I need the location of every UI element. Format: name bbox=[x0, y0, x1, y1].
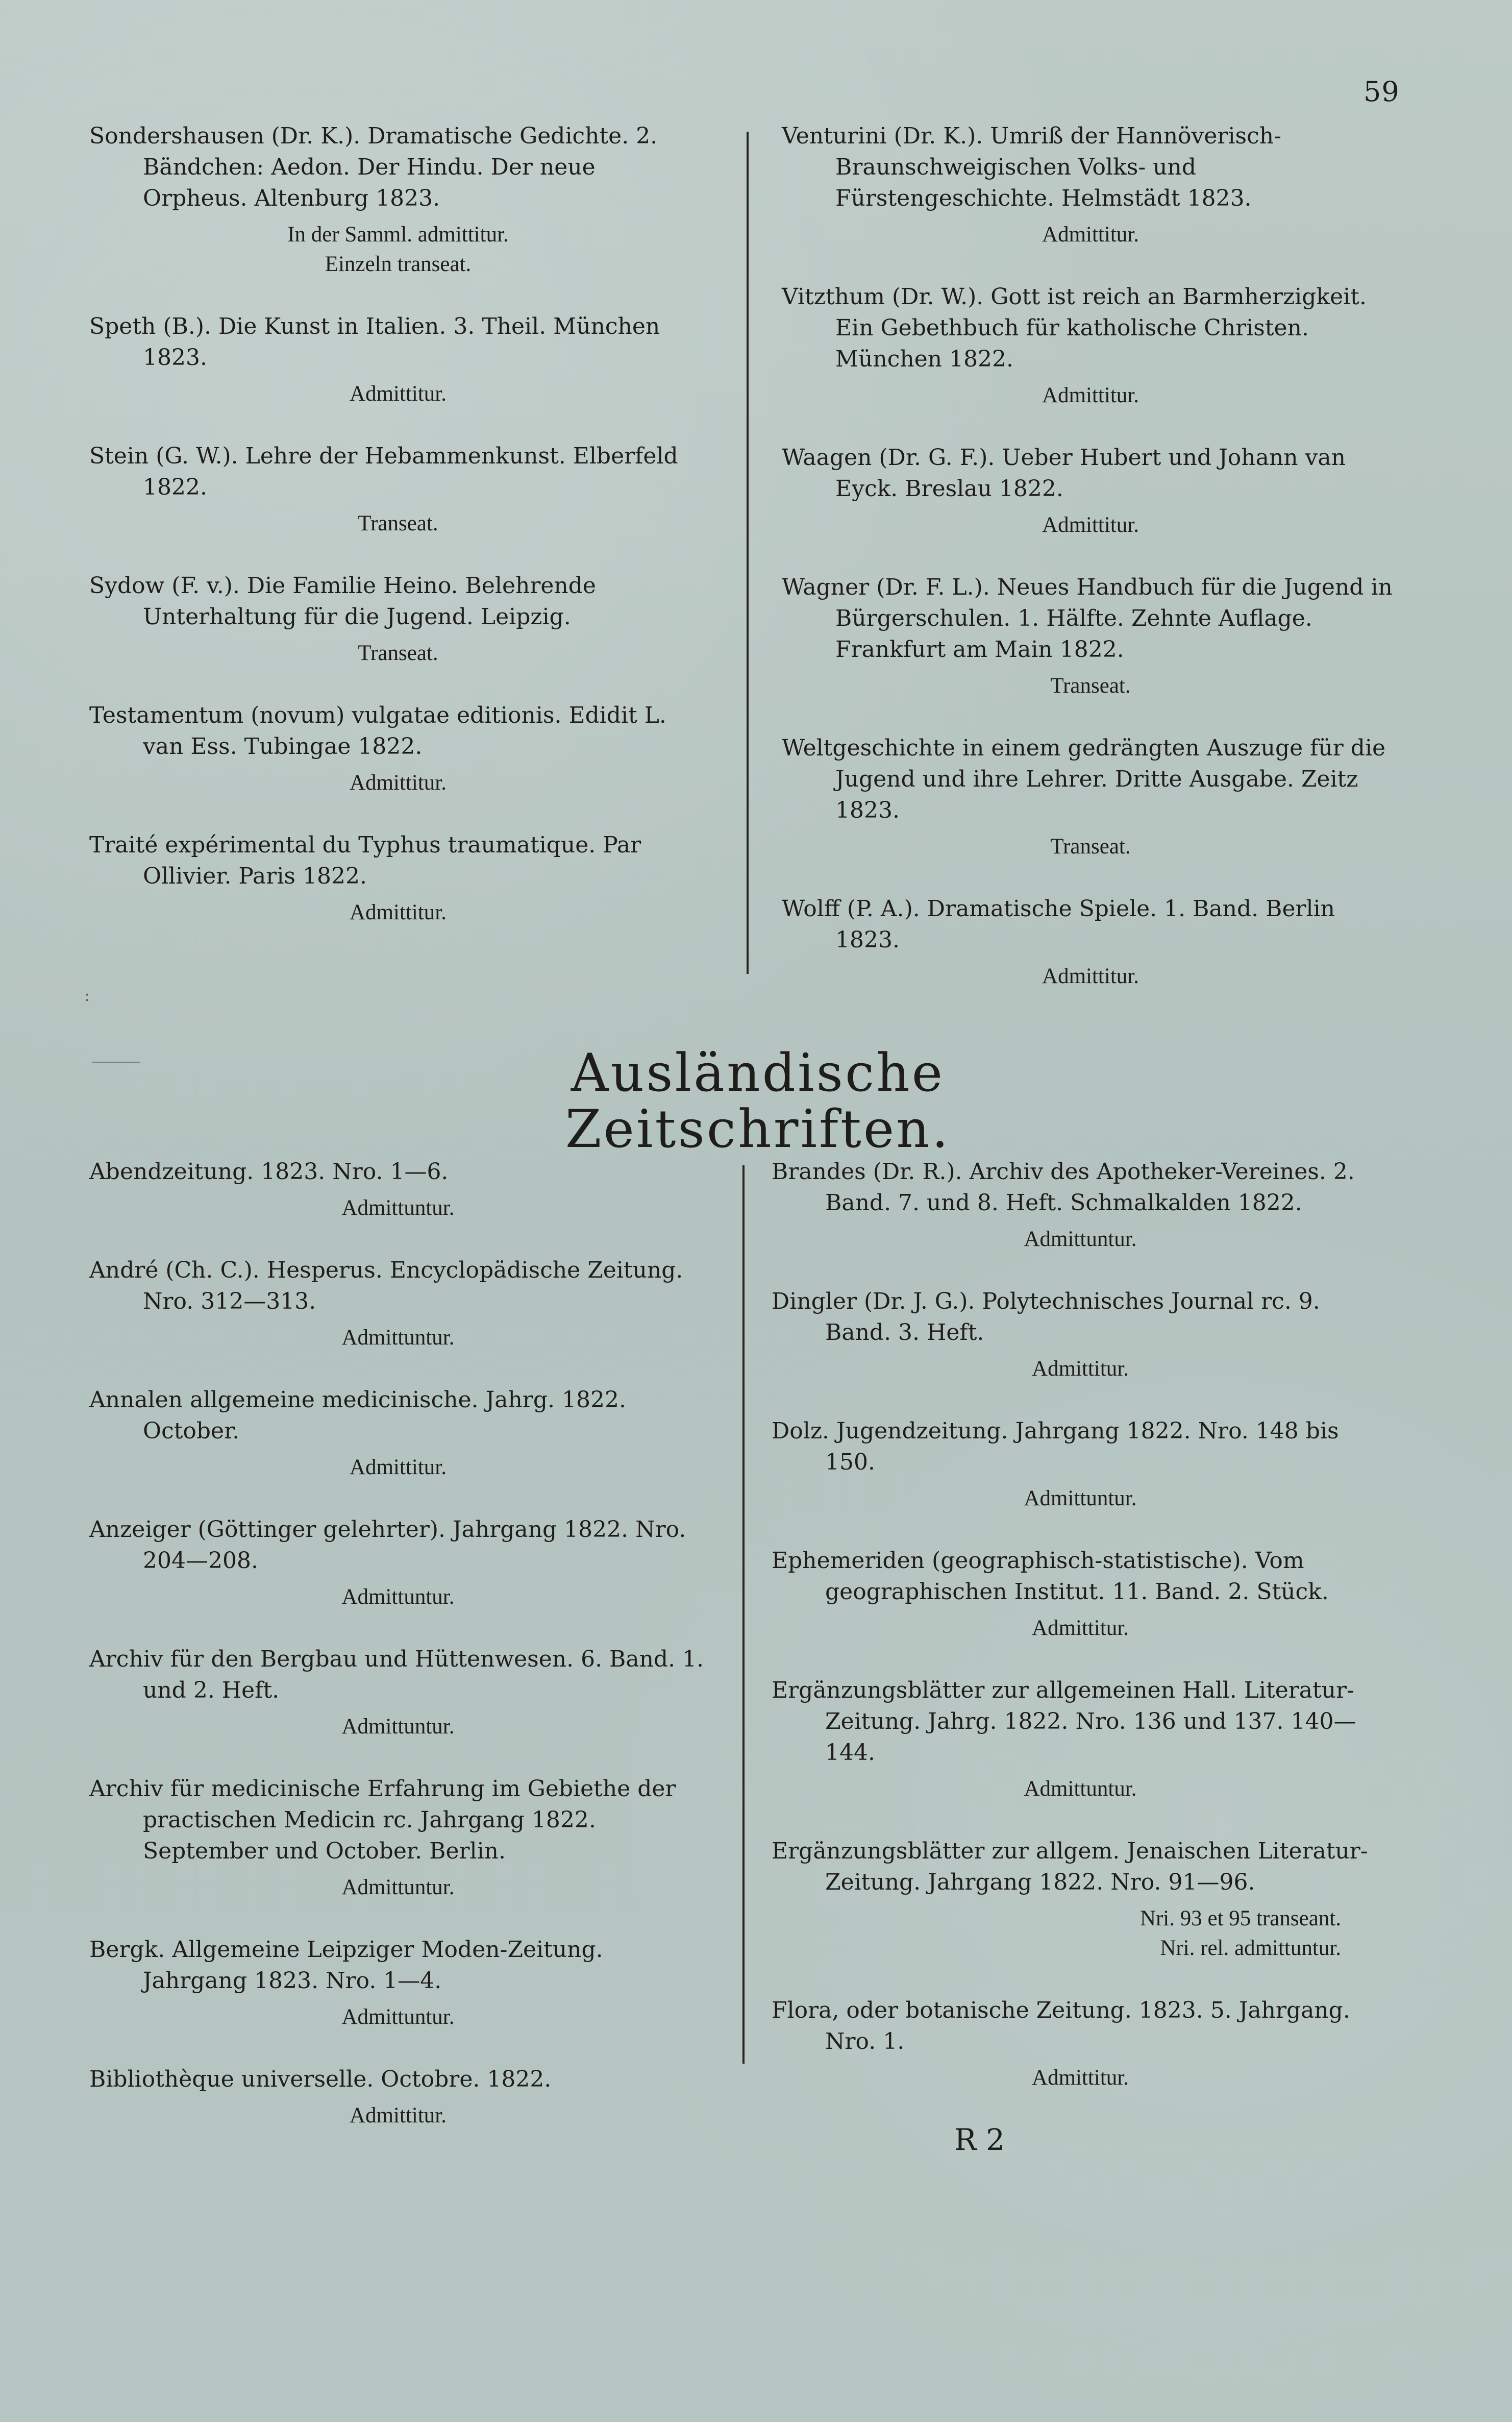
catalog-entry bbox=[772, 1286, 1389, 1384]
entry-text: Stein (G. W.). Lehre der Hebammenkunst. Elberfeld 1822. bbox=[89, 443, 678, 500]
entry-status bbox=[89, 898, 707, 927]
entry-status bbox=[782, 962, 1399, 991]
faint-mark-colon: : bbox=[84, 985, 90, 1006]
entry-text: Wagner (Dr. F. L.). Neues Handbuch für die Jugend in Bürgerschulen. 1. Hälfte. Zehnte Auflage. Frankfurt am Main 1822. bbox=[782, 574, 1393, 663]
entry-text: Sondershausen (Dr. K.). Dramatische Gedichte. 2. Bändchen: Aedon. Der Hindu. Der neue Orpheus. Altenburg 1823. bbox=[89, 123, 658, 211]
footer-signature-mark: R 2 bbox=[954, 2122, 1005, 2157]
status-line: Nri. rel. admittuntur. bbox=[1160, 1936, 1341, 1960]
entry-text: Dolz. Jugendzeitung. Jahrgang 1822. Nro. 148 bis 150. bbox=[772, 1418, 1339, 1475]
entry-text: Sydow (F. v.). Die Familie Heino. Belehrende Unterhaltung für die Jugend. Leipzig. bbox=[89, 573, 596, 630]
section-title: Ausländische Zeitschriften. bbox=[565, 1043, 951, 1160]
status-line: Admittuntur. bbox=[341, 1196, 455, 1220]
status-line: Admittitur. bbox=[1032, 1357, 1129, 1381]
catalog-entry bbox=[772, 1415, 1389, 1513]
entry-text: Ergänzungsblätter zur allgem. Jenaischen Literatur-Zeitung. Jahrgang 1822. Nro. 91—96. bbox=[772, 1838, 1368, 1895]
catalog-entry bbox=[772, 1836, 1389, 1963]
catalog-entry bbox=[89, 441, 707, 539]
status-line: Admittuntur. bbox=[1024, 1227, 1137, 1251]
entry-status bbox=[772, 1613, 1389, 1643]
status-line: Admittuntur. bbox=[1024, 1777, 1137, 1801]
status-line: Admittitur. bbox=[350, 771, 447, 795]
page-number: 59 bbox=[1364, 76, 1400, 108]
entry-status bbox=[782, 220, 1399, 250]
status-line: Nri. 93 et 95 transeant. bbox=[1139, 1906, 1341, 1930]
bottom-right-column bbox=[772, 1156, 1389, 2124]
catalog-entry bbox=[772, 1675, 1389, 1804]
entry-text: Speth (B.). Die Kunst in Italien. 3. Theil. München 1823. bbox=[89, 313, 660, 371]
entry-status bbox=[89, 1582, 707, 1612]
entry-status bbox=[89, 639, 707, 668]
entry-text: Ephemeriden (geographisch-statistische). Vom geographischen Institut. 11. Band. 2. Stück. bbox=[772, 1548, 1329, 1605]
faint-mark-dash bbox=[92, 1062, 140, 1063]
entry-status bbox=[89, 2002, 707, 2032]
entry-status bbox=[89, 1323, 707, 1353]
entry-status bbox=[772, 2063, 1389, 2093]
catalog-entry bbox=[782, 893, 1399, 991]
status-line: Transeat. bbox=[358, 511, 438, 535]
entry-status bbox=[782, 832, 1399, 862]
status-line: Admittitur. bbox=[1032, 2066, 1129, 2090]
entry-text: Vitzthum (Dr. W.). Gott ist reich an Barmherzigkeit. Ein Gebethbuch für katholische Christen. München 1822. bbox=[782, 284, 1367, 372]
status-line: Admittuntur. bbox=[341, 1585, 455, 1609]
entry-status bbox=[89, 1712, 707, 1742]
status-line: Admittitur. bbox=[1032, 1616, 1129, 1640]
entry-status bbox=[772, 1484, 1389, 1513]
entry-status bbox=[89, 1453, 707, 1482]
status-line: Admittuntur. bbox=[341, 1875, 455, 1899]
status-line: Transeat. bbox=[358, 641, 438, 665]
entry-text: Archiv für medicinische Erfahrung im Gebiethe der practischen Medicin rc. Jahrgang 1822. September und October. Berlin. bbox=[89, 1776, 676, 1864]
entry-text: Wolff (P. A.). Dramatische Spiele. 1. Band. Berlin 1823. bbox=[782, 896, 1335, 953]
entry-text: Annalen allgemeine medicinische. Jahrg. 1822. October. bbox=[89, 1387, 626, 1444]
entry-text: Traité expérimental du Typhus traumatique. Par Ollivier. Paris 1822. bbox=[89, 832, 641, 889]
status-line: Admittuntur. bbox=[341, 2005, 455, 2029]
entry-text: Weltgeschichte in einem gedrängten Auszuge für die Jugend und ihre Lehrer. Dritte Ausgabe. Zeitz 1823. bbox=[782, 735, 1386, 823]
catalog-entry bbox=[89, 1255, 707, 1353]
entry-status bbox=[772, 1904, 1389, 1963]
status-line: Transeat. bbox=[1050, 674, 1131, 698]
entry-status bbox=[782, 381, 1399, 410]
catalog-entry bbox=[89, 700, 707, 798]
status-line: Admittuntur. bbox=[341, 1326, 455, 1350]
bottom-column-divider bbox=[742, 1165, 745, 2064]
entry-text: Dingler (Dr. J. G.). Polytechnisches Journal rc. 9. Band. 3. Heft. bbox=[772, 1288, 1320, 1345]
catalog-entry bbox=[89, 1514, 707, 1612]
entry-text: Flora, oder botanische Zeitung. 1823. 5. Jahrgang. Nro. 1. bbox=[772, 1997, 1350, 2054]
status-line: Admittitur. bbox=[1042, 383, 1139, 407]
status-line: Admittitur. bbox=[350, 2103, 447, 2127]
top-column-divider bbox=[747, 132, 749, 974]
catalog-entry bbox=[89, 2064, 707, 2131]
status-line: Admittitur. bbox=[350, 900, 447, 924]
status-line: Admittuntur. bbox=[1024, 1486, 1137, 1510]
top-left-column bbox=[89, 120, 707, 959]
status-line: Admittuntur. bbox=[341, 1715, 455, 1739]
catalog-entry bbox=[782, 281, 1399, 410]
entry-text: Abendzeitung. 1823. Nro. 1—6. bbox=[89, 1159, 449, 1185]
status-line: In der Samml. admittitur. bbox=[287, 223, 509, 247]
catalog-entry bbox=[89, 570, 707, 668]
status-line: Admittitur. bbox=[1042, 223, 1139, 247]
entry-status bbox=[782, 510, 1399, 540]
catalog-entry bbox=[89, 1644, 707, 1742]
entry-status bbox=[772, 1354, 1389, 1384]
entry-text: Ergänzungsblätter zur allgemeinen Hall. Literatur-Zeitung. Jahrg. 1822. Nro. 136 und 137. 140—144. bbox=[772, 1677, 1356, 1766]
catalog-entry bbox=[782, 442, 1399, 540]
entry-text: Testamentum (novum) vulgatae editionis. Edidit L. van Ess. Tubingae 1822. bbox=[89, 702, 666, 760]
entry-status bbox=[89, 509, 707, 539]
top-right-column bbox=[782, 120, 1399, 1023]
status-line: Admittitur. bbox=[1042, 513, 1139, 537]
status-line: Einzeln transeat. bbox=[325, 252, 472, 276]
catalog-entry bbox=[772, 1995, 1389, 2093]
entry-text: André (Ch. C.). Hesperus. Encyclopädische Zeitung. Nro. 312—313. bbox=[89, 1257, 683, 1314]
catalog-entry bbox=[772, 1545, 1389, 1643]
entry-status bbox=[89, 2101, 707, 2131]
entry-status bbox=[782, 671, 1399, 701]
bottom-left-column bbox=[89, 1156, 707, 2162]
entry-text: Anzeiger (Göttinger gelehrter). Jahrgang 1822. Nro. 204—208. bbox=[89, 1516, 686, 1574]
catalog-entry bbox=[782, 572, 1399, 701]
catalog-entry bbox=[89, 1773, 707, 1902]
catalog-entry bbox=[89, 829, 707, 927]
entry-status bbox=[89, 768, 707, 798]
catalog-entry bbox=[772, 1156, 1389, 1254]
status-line: Admittitur. bbox=[1042, 964, 1139, 988]
status-line: Transeat. bbox=[1050, 835, 1131, 859]
catalog-entry bbox=[89, 311, 707, 409]
entry-text: Venturini (Dr. K.). Umriß der Hannöverisch-Braunschweigischen Volks- und Fürstengeschichte. Helmstädt 1823. bbox=[782, 123, 1281, 211]
catalog-entry bbox=[89, 1156, 707, 1223]
entry-text: Bergk. Allgemeine Leipziger Moden-Zeitung. Jahrgang 1823. Nro. 1—4. bbox=[89, 1937, 603, 1994]
entry-status bbox=[89, 1193, 707, 1223]
entry-status bbox=[772, 1225, 1389, 1254]
entry-text: Brandes (Dr. R.). Archiv des Apotheker-Vereines. 2. Band. 7. und 8. Heft. Schmalkalden 1822. bbox=[772, 1159, 1355, 1216]
entry-status bbox=[89, 1873, 707, 1902]
catalog-entry bbox=[89, 1934, 707, 2032]
entry-text: Waagen (Dr. G. F.). Ueber Hubert und Johann van Eyck. Breslau 1822. bbox=[782, 445, 1346, 502]
entry-status bbox=[89, 220, 707, 279]
catalog-entry bbox=[89, 1384, 707, 1482]
catalog-entry bbox=[782, 732, 1399, 862]
status-line: Admittitur. bbox=[350, 1455, 447, 1479]
status-line: Admittitur. bbox=[350, 382, 447, 406]
entry-status bbox=[772, 1774, 1389, 1804]
entry-status bbox=[89, 379, 707, 409]
entry-text: Archiv für den Bergbau und Hüttenwesen. 6. Band. 1. und 2. Heft. bbox=[89, 1646, 704, 1703]
catalog-entry bbox=[782, 120, 1399, 250]
catalog-entry bbox=[89, 120, 707, 279]
entry-text: Bibliothèque universelle. Octobre. 1822. bbox=[89, 2066, 552, 2092]
